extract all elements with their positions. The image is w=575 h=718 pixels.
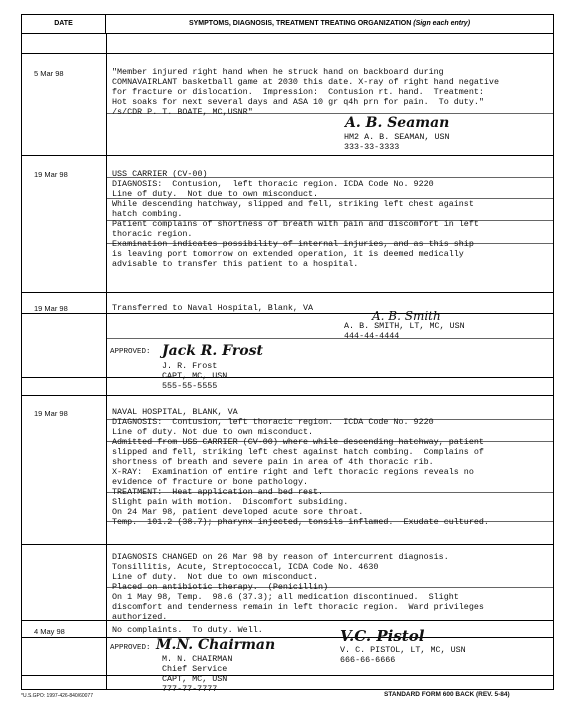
column-divider	[106, 33, 107, 690]
text-line: On 1 May 98, Temp. 98.6 (37.3); all medication discontinued. Slight	[112, 592, 459, 602]
entries-column-header	[106, 15, 553, 33]
entry-date: 19 Mar 98	[34, 409, 68, 418]
text-line: discomfort and tenderness remain in left thoracic region. Ward privileges	[112, 602, 484, 612]
entry-date: 19 Mar 98	[34, 304, 68, 313]
text-line: "Member injured right hand when he struck hand on backboard during	[112, 67, 444, 77]
text-line: Admitted from USS CARRIER (CV-00) where while descending hatchway, patient	[112, 437, 484, 447]
text-line: Line of duty. Not due to own misconduct.	[112, 427, 314, 437]
row-rule	[22, 377, 553, 378]
signer-line: 666-66-6666	[340, 655, 396, 665]
text-line: Tonsillitis, Acute, Streptococcal, ICDA Code No. 4630	[112, 562, 379, 572]
signer-block	[162, 361, 227, 391]
row-rule	[22, 53, 553, 54]
text-line: TREATMENT: Heat application and bed rest.	[112, 487, 324, 497]
gpo-imprint: *U.S.GPO: 1997-426-840/60077	[21, 693, 93, 699]
signer-block	[344, 132, 450, 152]
text-line: X-RAY: Examination of entire right and left thoracic regions reveals no	[112, 467, 474, 477]
text-line: for fracture or dislocation. Impression: Contusion rt. hand. Treatment:	[112, 87, 484, 97]
text-line: Line of duty. Not due to own misconduct.	[112, 572, 319, 582]
text-line: NAVAL HOSPITAL, BLANK, VA	[112, 407, 238, 417]
signer-line: 444-44-4444	[344, 331, 400, 341]
signature: Jack R. Frost	[162, 343, 263, 359]
entry-date: 4 May 98	[34, 627, 65, 636]
approved-label: APPROVED:	[110, 644, 151, 652]
row-rule	[22, 313, 553, 314]
text-line: USS CARRIER (CV-00)	[112, 169, 208, 179]
signer-line: HM2 A. B. SEAMAN, USN	[344, 132, 450, 142]
text-line: Examination indicates possibility of internal injuries, and as this ship	[112, 239, 474, 249]
signer-block	[340, 645, 466, 665]
entry-date: 5 Mar 98	[34, 69, 64, 78]
row-rule	[22, 155, 553, 156]
signature: A. B. Seaman	[345, 115, 450, 131]
signature: M.N. Chairman	[156, 637, 276, 653]
text-line: While descending hatchway, slipped and fell, striking left chest against	[112, 199, 474, 209]
row-rule	[22, 544, 553, 545]
signer-line: A. B. SMITH, LT, MC, USN	[344, 321, 465, 331]
signer-line: CAPT, MC, USN	[162, 371, 228, 381]
signer-line: 555-55-5555	[162, 381, 218, 391]
entry-text	[112, 552, 484, 622]
signer-line: M. N. CHAIRMAN	[162, 654, 233, 664]
entries-column-title: SYMPTOMS, DIAGNOSIS, TREATMENT TREATING ORGANIZATION	[188, 20, 412, 27]
form-header	[22, 15, 553, 34]
entry-text: No complaints. To duty. Well.	[112, 625, 263, 635]
row-rule	[107, 338, 553, 339]
text-line: thoracic region.	[112, 229, 193, 239]
text-line: evidence of fracture or bone pathology.	[112, 477, 309, 487]
entry-text	[112, 169, 479, 269]
sign-each-entry-note: (Sign each entry)	[413, 20, 471, 27]
signer-line: 333-33-3333	[344, 142, 400, 152]
signature: A. B. Smith	[372, 309, 441, 323]
row-rule	[22, 675, 553, 676]
approved-label: APPROVED:	[110, 348, 151, 356]
entry-text	[112, 407, 489, 527]
row-rule	[22, 292, 553, 293]
entry-text	[112, 67, 499, 117]
row-rule	[22, 637, 553, 638]
date-column-header: DATE	[22, 15, 106, 33]
signer-line: CAPT, MC, USN	[162, 674, 228, 684]
text-line: authorized.	[112, 612, 168, 622]
text-line: Slight pain with motion. Discomfort subsiding.	[112, 497, 349, 507]
text-line: is leaving port tomorrow on extended operation, it is deemed medically	[112, 249, 464, 259]
medical-record-form	[21, 14, 554, 694]
text-line: advisable to transfer this patient to a hospital.	[112, 259, 359, 269]
signer-line: V. C. PISTOL, LT, MC, USN	[340, 645, 466, 655]
text-line: DIAGNOSIS: Contusion, left thoracic region. ICDA Code No. 9220	[112, 417, 434, 427]
signer-block	[162, 654, 232, 694]
text-line: hatch combing.	[112, 209, 183, 219]
text-line: Temp. 101.2 (38.7); pharynx injected, tonsils inflamed. Exudate cultured.	[112, 517, 489, 527]
signer-line: 777-77-7777	[162, 684, 218, 694]
entry-text: Transferred to Naval Hospital, Blank, VA	[112, 303, 314, 313]
entry-date: 19 Mar 98	[34, 170, 68, 179]
form-number: STANDARD FORM 600 BACK (REV. 5-84)	[384, 691, 510, 698]
signature: V.C. Pistol	[340, 627, 425, 645]
signer-block	[344, 321, 465, 341]
text-line: Hot soaks for next several days and ASA 10 gr q4h prn for pain. To duty."	[112, 97, 484, 107]
signer-line: J. R. Frost	[162, 361, 218, 371]
signer-line: Chief Service	[162, 664, 228, 674]
text-line: DIAGNOSIS: Contusion, left thoracic region. ICDA Code No. 9220	[112, 179, 434, 189]
text-line: /s/CDR P. T. BOATE, MC,USNR"	[112, 107, 253, 117]
row-rule	[22, 395, 553, 396]
text-line: Patient complains of shortness of breath with pain and discomfort in left	[112, 219, 479, 229]
text-line: DIAGNOSIS CHANGED on 26 Mar 98 by reason of intercurrent diagnosis.	[112, 552, 449, 562]
text-line: Placed on antibiotic therapy. (Penicillin)	[112, 582, 329, 592]
text-line: slipped and fell, striking left chest against hatch combing. Complains of	[112, 447, 484, 457]
text-line: COMNAVAIRLANT basketball game at 2030 this date. X-ray of right hand negative	[112, 77, 499, 87]
text-line: shortness of breath and severe pain in area of 4th thoracic rib.	[112, 457, 434, 467]
text-line: Line of duty. Not due to own misconduct.	[112, 189, 319, 199]
text-line: On 24 Mar 98, patient developed acute sore throat.	[112, 507, 364, 517]
